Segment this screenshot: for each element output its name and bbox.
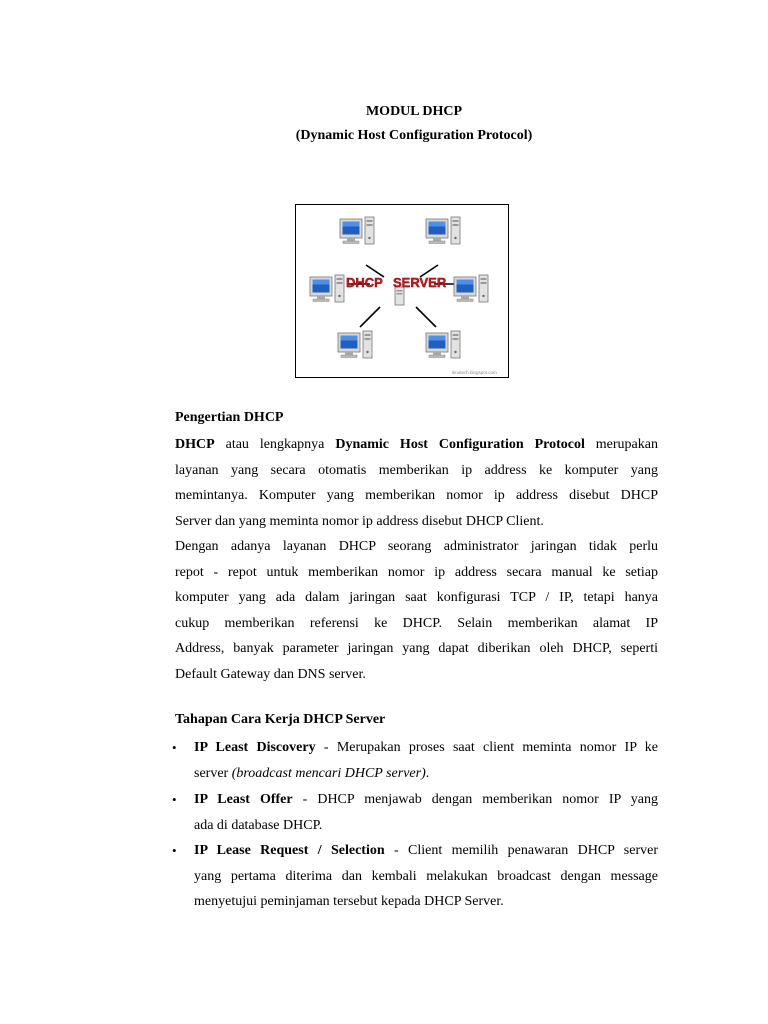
- paragraph-line: Default Gateway dan DNS server.: [175, 666, 366, 682]
- paragraph-line: Address, banyak parameter jaringan yang dapat diberikan oleh DHCP, seperti: [175, 641, 658, 656]
- text-span: - Client memilih penawaran DHCP server: [384, 843, 658, 858]
- client-computer-icon: [426, 331, 460, 358]
- bullet-icon: •: [172, 843, 177, 858]
- italic-note: (broadcast mencari DHCP server): [231, 765, 426, 781]
- term-full-name: Dynamic Host Configuration Protocol: [335, 437, 585, 452]
- list-item-line: [194, 761, 658, 787]
- document-subtitle: (Dynamic Host Configuration Protocol): [295, 128, 533, 143]
- paragraph-line: repot - repot untuk memberikan nomor ip address secara manual ke setiap: [175, 564, 658, 580]
- bullet-icon: •: [172, 740, 177, 755]
- paragraph-line: memintanya. Komputer yang memberikan nomor ip address disebut DHCP: [175, 488, 658, 503]
- text-span: - DHCP menjawab dengan memberikan nomor IP yang: [292, 792, 658, 807]
- list-item-term: IP Lease Request / Selection: [194, 843, 385, 858]
- section-heading-pengertian: Pengertian DHCP: [175, 410, 284, 425]
- section-heading-tahapan: Tahapan Cara Kerja DHCP Server: [175, 712, 386, 727]
- client-computer-icon: [454, 275, 488, 302]
- paragraph-line: Dengan adanya layanan DHCP seorang administrator jaringan tidak perlu: [175, 539, 658, 554]
- text-span: - Merupakan proses saat client meminta nomor IP ke: [315, 740, 658, 755]
- client-computer-icon: [340, 217, 374, 244]
- paragraph-line: cukup memberikan referensi ke DHCP. Selain memberikan alamat IP: [175, 615, 658, 631]
- list-item-line: yang pertama diterima dan kembali melakukan broadcast dengan message: [194, 868, 658, 884]
- dhcp-diagram-figure: [295, 204, 509, 378]
- list-item-line: [194, 787, 658, 813]
- term-dhcp: DHCP: [175, 437, 215, 452]
- text-span: server: [194, 765, 232, 781]
- list-item-line: menyetujui peminjaman tersebut kepada DHCP Server.: [194, 894, 504, 909]
- paragraph-definition: [175, 432, 658, 687]
- client-computer-icon: [426, 217, 460, 244]
- paragraph-line: [175, 432, 658, 458]
- text-span: .: [425, 765, 430, 781]
- document-title: MODUL DHCP: [365, 104, 463, 119]
- paragraph-line: komputer yang ada dalam jaringan saat konfigurasi TCP / IP, tetapi hanya: [175, 590, 658, 605]
- list-item-line: [194, 838, 658, 864]
- figure-watermark: ilmutech.blogspot.com: [452, 370, 497, 375]
- paragraph-line: Server dan yang meminta nomor ip address disebut DHCP Client.: [175, 513, 544, 529]
- text-span: atau lengkapnya: [214, 437, 336, 452]
- text-span: merupakan: [584, 437, 658, 452]
- bullet-icon: •: [172, 792, 177, 807]
- list-item-term: IP Least Discovery: [194, 740, 316, 755]
- dhcp-network-diagram: [296, 205, 508, 377]
- server-label: SERVER: [393, 275, 447, 290]
- dhcp-label: DHCP: [346, 275, 383, 290]
- list-item-line: ada di database DHCP.: [194, 817, 323, 833]
- list-item-term: IP Least Offer: [194, 792, 293, 807]
- list-item-line: [194, 735, 658, 761]
- client-computer-icon: [310, 275, 344, 302]
- client-computer-icon: [338, 331, 372, 358]
- paragraph-line: layanan yang secara otomatis memberikan ip address ke komputer yang: [175, 462, 658, 478]
